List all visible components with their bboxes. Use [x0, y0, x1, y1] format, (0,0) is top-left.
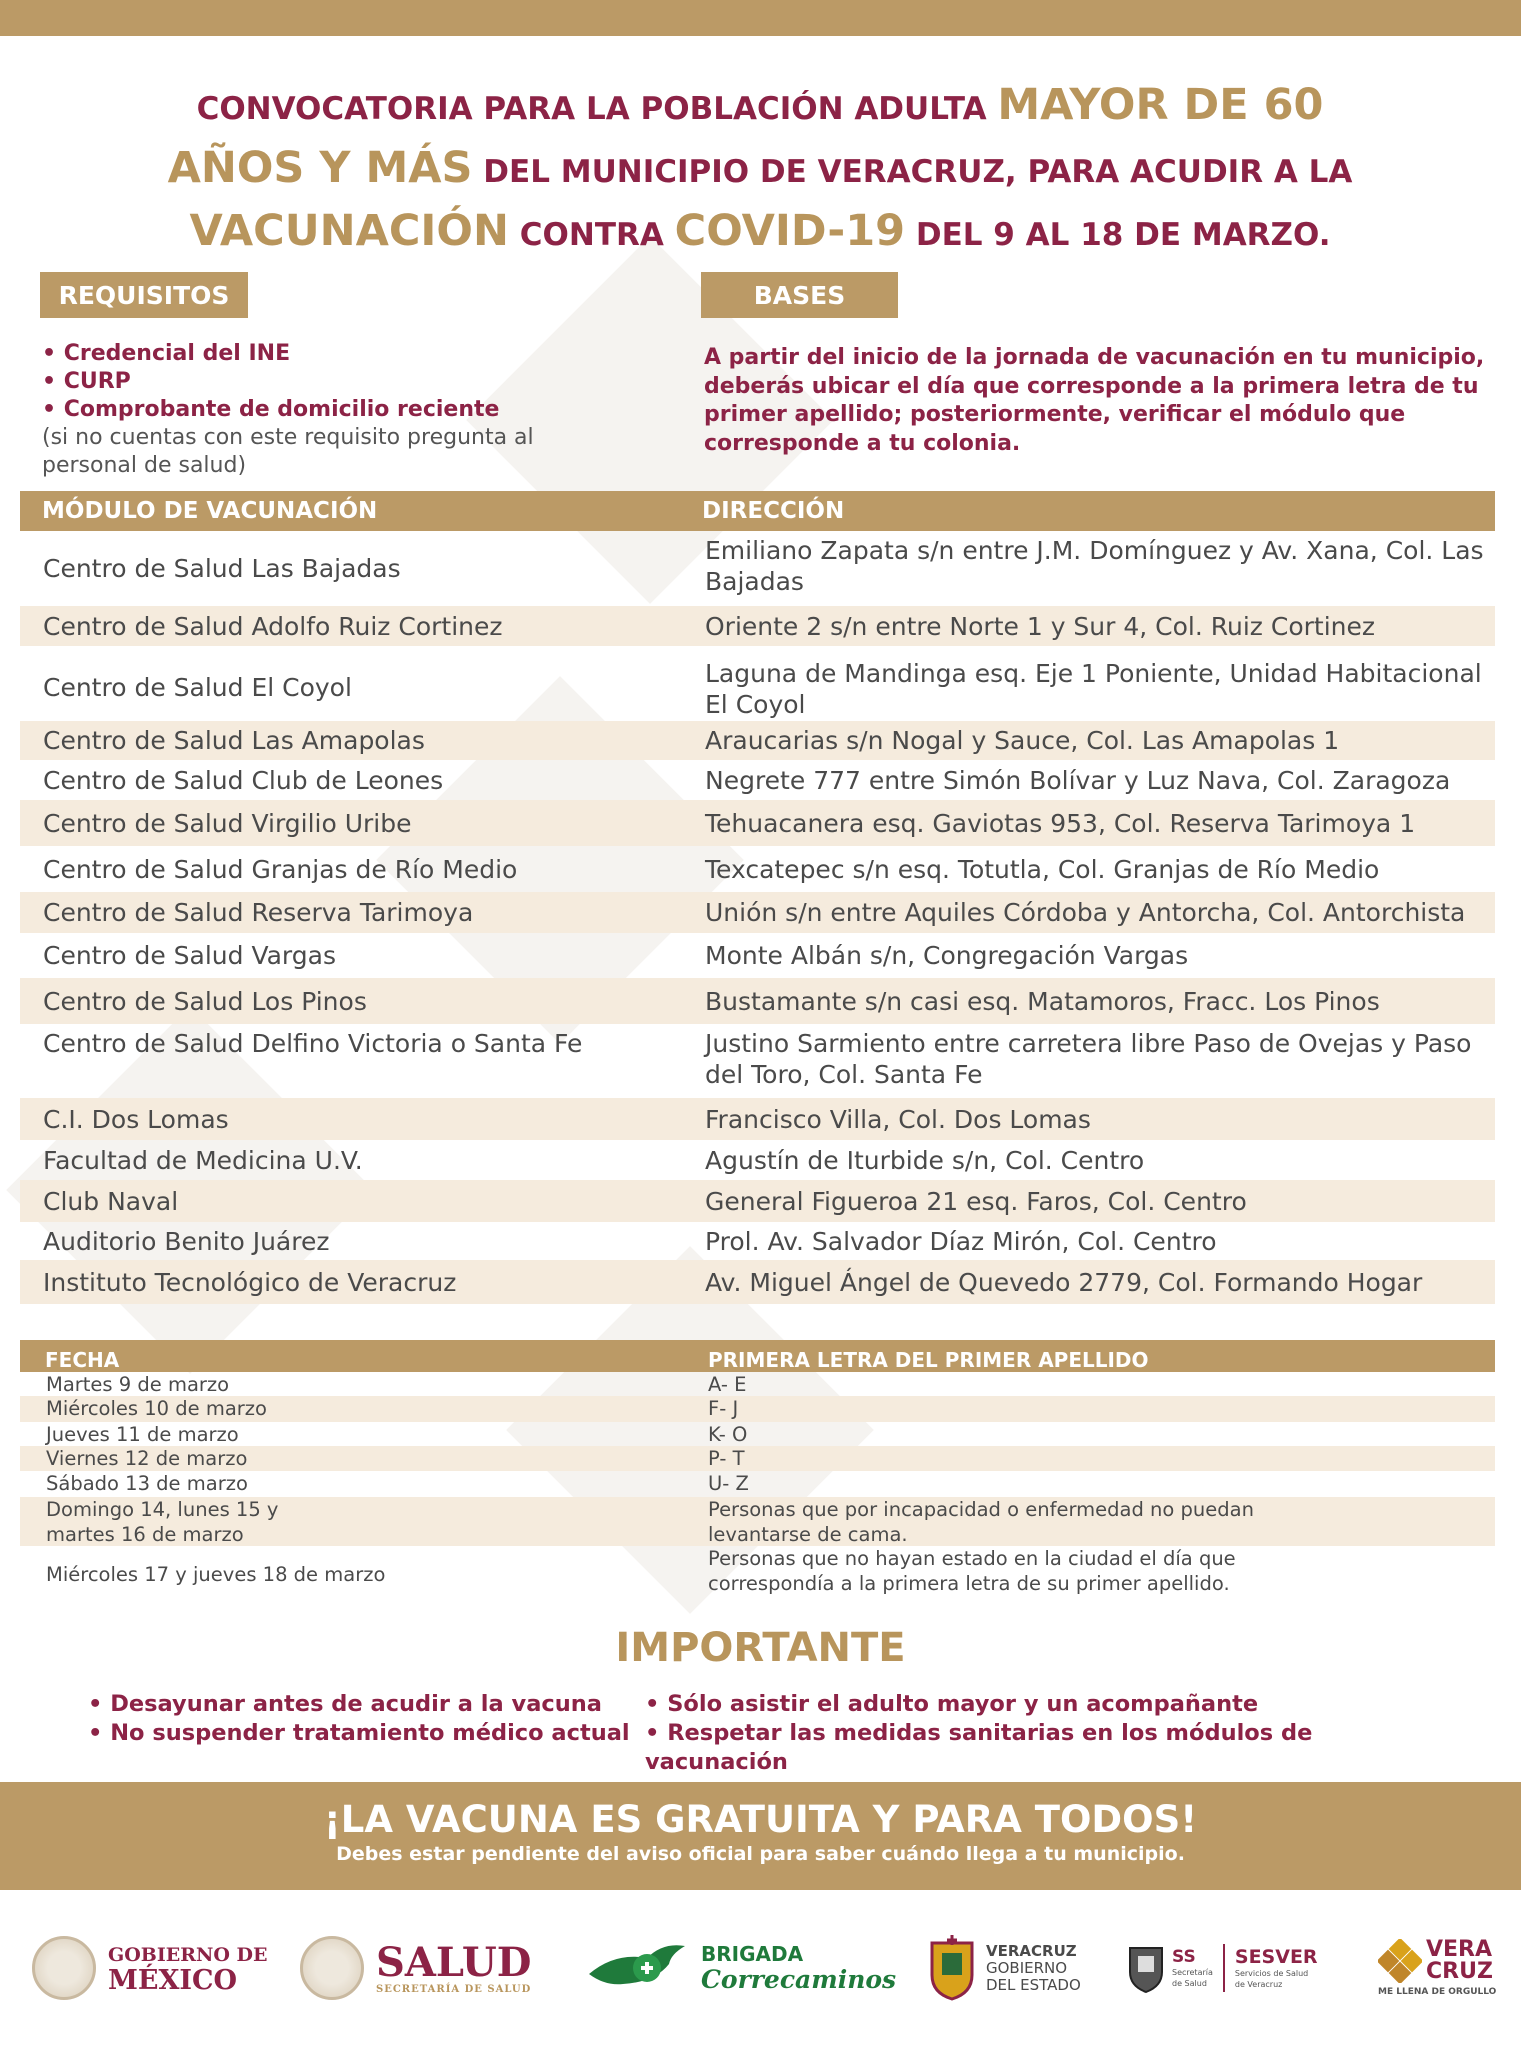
importante-title: IMPORTANTE [615, 1625, 906, 1671]
module-address: Monte Albán s/n, Congregación Vargas [705, 941, 1189, 970]
table-row [20, 1260, 1495, 1304]
logo-veracruz-gobierno [928, 1920, 1081, 2016]
logo-text: DEL ESTADO [986, 1975, 1081, 1994]
importante-list-right [645, 1690, 1445, 1777]
logo-text: SESVER [1234, 1946, 1318, 1968]
table-row [20, 933, 1495, 978]
list-item: • Credencial del INE [42, 341, 291, 366]
module-address: Oriente 2 s/n entre Norte 1 y Sur 4, Col. Ruiz Cortinez [705, 611, 1375, 641]
title-highlight: MAYOR DE 60 [997, 80, 1324, 130]
module-address: Laguna de Mandinga esq. Eje 1 Poniente, Unidad Habitacional El Coyol [705, 659, 1482, 719]
schedule-date: Martes 9 de marzo [46, 1373, 230, 1396]
module-address: Emiliano Zapata s/n entre J.M. Domínguez y Av. Xana, Col. Las Bajadas [705, 536, 1484, 596]
logo-text: VERA [1426, 1937, 1493, 1962]
logo-brigada-correcaminos [585, 1920, 896, 2016]
logo-text: de Salud [1172, 1979, 1207, 1988]
divider [1223, 1944, 1225, 1992]
logo-text: GOBIERNO [986, 1958, 1068, 1977]
mexico-seal-icon [32, 1936, 96, 2000]
module-name: Instituto Tecnológico de Veracruz [43, 1267, 457, 1297]
logo-text: Servicios de Salud [1234, 1969, 1309, 1978]
state-shield-icon [1126, 1942, 1166, 1994]
mexico-seal-icon [300, 1936, 364, 2000]
module-address: Agustín de Iturbide s/n, Col. Centro [705, 1145, 1145, 1175]
module-address: Tehuacanera esq. Gaviotas 953, Col. Reserva Tarimoya 1 [705, 808, 1416, 838]
module-address: Justino Sarmiento entre carretera libre Paso de Ovejas y Paso del Toro, Col. Santa Fe [705, 1029, 1472, 1089]
table-row [20, 1396, 1495, 1422]
list-item: • Comprobante de domicilio reciente [42, 397, 500, 422]
logo-text: BRIGADA [701, 1941, 804, 1966]
module-name: Facultad de Medicina U.V. [43, 1145, 363, 1175]
schedule-date: Miércoles 10 de marzo [46, 1397, 267, 1420]
column-header-module: MÓDULO DE VACUNACIÓN [42, 498, 378, 524]
table-row [20, 606, 1495, 646]
column-header-date: FECHA [45, 1348, 120, 1372]
module-name: Centro de Salud Virgilio Uribe [43, 808, 412, 838]
module-address: Av. Miguel Ángel de Quevedo 2779, Col. Formando Hogar [705, 1267, 1423, 1297]
logo-strip [0, 1920, 1521, 2048]
schedule-letter: A- E [708, 1373, 747, 1396]
logo-salud [300, 1920, 531, 2016]
schedule-letter: Personas que no hayan estado en la ciudad el día que correspondía a la primera letra de su primer apellido. [708, 1547, 1236, 1595]
logo-text: SECRETARÍA DE SALUD [376, 1983, 532, 1995]
table-row [20, 800, 1495, 846]
table-row [20, 760, 1495, 800]
module-name: Centro de Salud El Coyol [43, 673, 352, 702]
title-part: CONTRA [508, 217, 675, 253]
table-row [20, 1222, 1495, 1260]
title-highlight: AÑOS Y MÁS [167, 143, 473, 193]
schedule-letter: F- J [708, 1397, 739, 1420]
table-row [20, 1497, 1495, 1546]
module-address: Francisco Villa, Col. Dos Lomas [705, 1104, 1091, 1134]
module-name: Centro de Salud Delfino Victoria o Santa Fe [43, 1029, 583, 1058]
table-row [20, 1140, 1495, 1180]
title-part: DEL MUNICIPIO DE VERACRUZ, PARA ACUDIR A LA [472, 154, 1353, 190]
requisitos-list [42, 340, 622, 480]
module-name: Centro de Salud Granjas de Río Medio [43, 854, 518, 884]
veracruz-shield-icon [928, 1935, 976, 2001]
logo-ss-sesver [1126, 1920, 1318, 2016]
page-title [70, 78, 1450, 267]
table-row [20, 1372, 1495, 1396]
module-name: Centro de Salud Reserva Tarimoya [43, 898, 474, 927]
table-row [20, 1546, 1495, 1602]
table-row [20, 1098, 1495, 1140]
table-row [20, 1180, 1495, 1222]
module-name: C.I. Dos Lomas [43, 1104, 229, 1134]
title-part: DEL 9 AL 18 DE MARZO. [905, 217, 1331, 253]
module-address: Texcatepec s/n esq. Totutla, Col. Granjas de Río Medio [705, 854, 1380, 884]
table-row [20, 846, 1495, 892]
schedule-letter: Personas que por incapacidad o enfermedad no puedan levantarse de cama. [708, 1498, 1254, 1546]
module-name: Centro de Salud Vargas [43, 941, 336, 970]
table-row [20, 1024, 1495, 1098]
modules-table-header [20, 491, 1495, 531]
schedule-date: Sábado 13 de marzo [46, 1472, 248, 1495]
table-row [20, 1446, 1495, 1471]
logo-text: SS [1172, 1947, 1196, 1967]
logo-veracruz-orgullo [1378, 1920, 1496, 2016]
table-row [20, 654, 1495, 721]
logo-text: ME LLENA DE ORGULLO [1378, 1987, 1497, 1997]
module-name: Centro de Salud Las Amapolas [43, 726, 425, 755]
roadrunner-icon [585, 1934, 693, 2002]
bases-text: A partir del inicio de la jornada de vacunación en tu municipio, deberás ubicar el día que corresponde a la primera letra de tu primer apellido; posteriormente, verificar el módulo que corresponde a tu colonia. [704, 345, 1485, 456]
logo-text: de Veracruz [1234, 1980, 1283, 1989]
schedule-date: Viernes 12 de marzo [46, 1447, 248, 1470]
module-address: Negrete 777 entre Simón Bolívar y Luz Nava, Col. Zaragoza [705, 765, 1451, 795]
logo-text: SALUD [376, 1938, 532, 1986]
top-bar [0, 0, 1521, 36]
bases-label: BASES [701, 272, 898, 318]
logo-text: Correcaminos [701, 1964, 897, 1994]
table-row [20, 978, 1495, 1024]
list-item: • No suspender tratamiento médico actual [88, 1720, 630, 1746]
schedule-letter: K- O [708, 1423, 748, 1446]
schedule-letter: U- Z [708, 1472, 749, 1495]
table-row [20, 1422, 1495, 1446]
table-row [20, 531, 1495, 606]
importante-list-left [88, 1690, 648, 1748]
requisitos-label: REQUISITOS [40, 272, 248, 318]
list-item: • CURP [42, 369, 131, 394]
schedule-table-header [20, 1340, 1495, 1372]
requisitos-note: (si no cuentas con este requisito pregunta al personal de salud) [42, 425, 534, 478]
module-name: Club Naval [43, 1186, 179, 1216]
module-name: Centro de Salud Club de Leones [43, 765, 444, 795]
schedule-date: Domingo 14, lunes 15 y martes 16 de marzo [46, 1498, 279, 1546]
module-name: Centro de Salud Las Bajadas [43, 554, 401, 583]
list-item: • Respetar las medidas sanitarias en los módulos de vacunación [645, 1720, 1313, 1775]
column-header-address: DIRECCIÓN [702, 498, 845, 524]
module-address: Prol. Av. Salvador Díaz Mirón, Col. Centro [705, 1226, 1217, 1256]
title-part: CONVOCATORIA PARA LA POBLACIÓN ADULTA [196, 91, 998, 127]
module-name: Centro de Salud Adolfo Ruiz Cortinez [43, 611, 503, 641]
module-address: Bustamante s/n casi esq. Matamoros, Fracc. Los Pinos [705, 986, 1380, 1016]
logo-text: GOBIERNO DE [108, 1944, 268, 1966]
table-row [20, 721, 1495, 760]
table-row [20, 892, 1495, 933]
table-row [20, 1471, 1495, 1497]
logo-gobierno-mexico [32, 1920, 268, 2016]
column-header-letter: PRIMERA LETRA DEL PRIMER APELLIDO [708, 1348, 1149, 1372]
banner-subtext: Debes estar pendiente del aviso oficial para saber cuándo llega a tu municipio. [336, 1843, 1185, 1865]
flower-pattern-icon [1378, 1939, 1422, 1983]
module-address: General Figueroa 21 esq. Faros, Col. Centro [705, 1186, 1247, 1216]
schedule-letter: P- T [708, 1447, 745, 1470]
logo-text: CRUZ [1426, 1959, 1493, 1984]
list-item: • Desayunar antes de acudir a la vacuna [88, 1691, 602, 1717]
schedule-date: Jueves 11 de marzo [46, 1423, 239, 1446]
module-name: Auditorio Benito Juárez [43, 1226, 330, 1256]
list-item: • Sólo asistir el adulto mayor y un acompañante [645, 1691, 1259, 1717]
free-vaccine-banner [0, 1782, 1521, 1890]
logo-text: Secretaría [1172, 1968, 1213, 1977]
logo-text: MÉXICO [108, 1965, 238, 1996]
title-highlight: COVID-19 [674, 206, 906, 256]
schedule-date: Miércoles 17 y jueves 18 de marzo [46, 1563, 386, 1586]
module-name: Centro de Salud Los Pinos [43, 986, 367, 1016]
logo-text: VERACRUZ [986, 1941, 1077, 1960]
module-address: Araucarias s/n Nogal y Sauce, Col. Las Amapolas 1 [705, 726, 1340, 755]
module-address: Unión s/n entre Aquiles Córdoba y Antorcha, Col. Antorchista [705, 898, 1466, 927]
title-highlight: VACUNACIÓN [189, 206, 509, 256]
banner-headline: ¡LA VACUNA ES GRATUITA Y PARA TODOS! [323, 1798, 1198, 1841]
